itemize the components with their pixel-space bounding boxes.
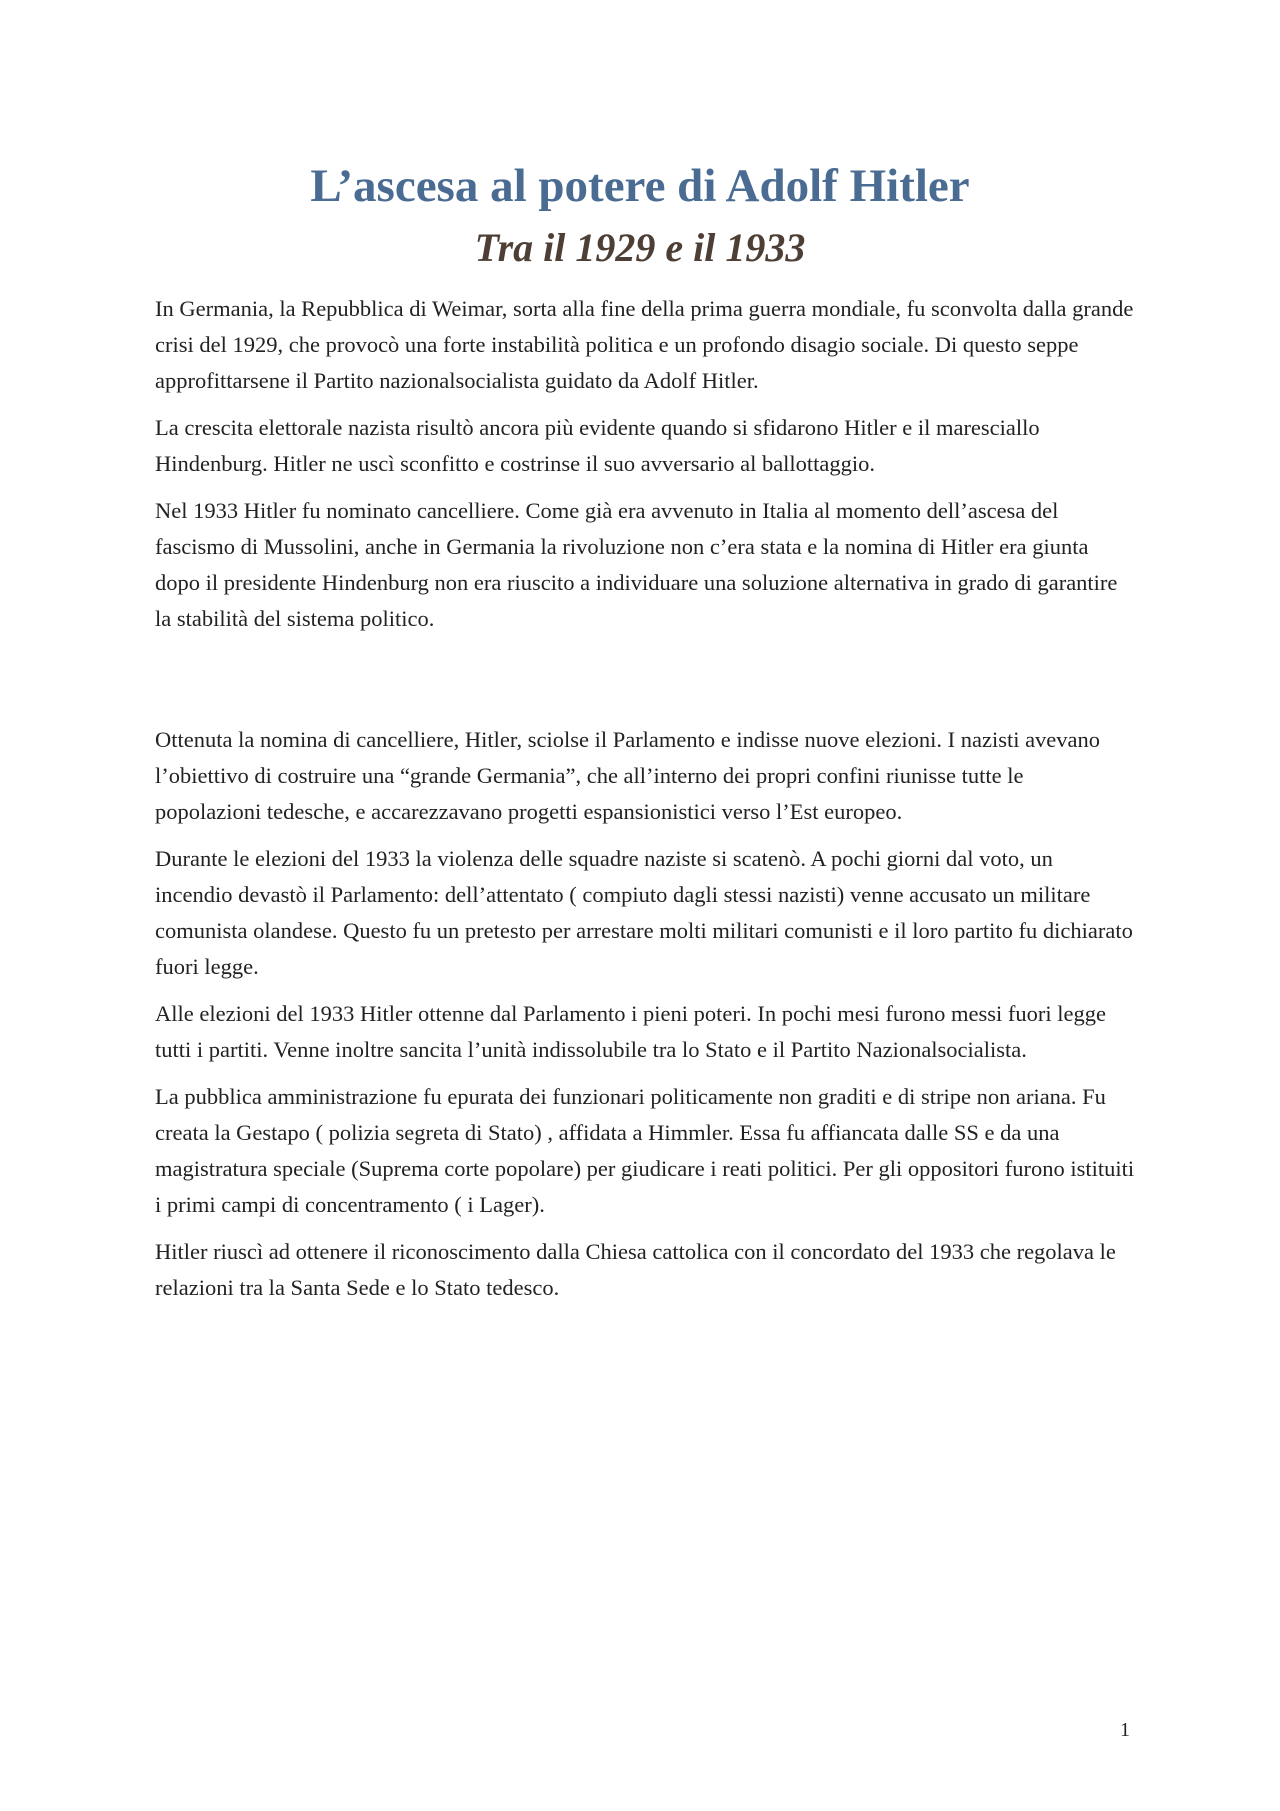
- document-subtitle: Tra il 1929 e il 1933: [474, 225, 806, 270]
- paragraph: Ottenuta la nomina di cancelliere, Hitler, sciolse il Parlamento e indisse nuove elezioni. I nazisti avevano l’obiettivo di costruire una “grande Germania”, che all’interno dei propri confini riunisse tutte le popolazioni tedesche, e accarezzavano progetti espansionistici verso l’Est europeo.: [155, 727, 1101, 824]
- document-title: L’ascesa al potere di Adolf Hitler: [310, 160, 970, 212]
- body-section-2: [155, 722, 1135, 1317]
- page-number: 1: [1120, 1719, 1130, 1741]
- paragraph: Alle elezioni del 1933 Hitler ottenne dal Parlamento i pieni poteri. In pochi mesi furono messi fuori legge tutti i partiti. Venne inoltre sancita l’unità indissolubile tra lo Stato e il Partito Nazionalsocialista.: [155, 1001, 1106, 1062]
- paragraph: Hitler riuscì ad ottenere il riconoscimento dalla Chiesa cattolica con il concordato del 1933 che regolava le relazioni tra la Santa Sede e lo Stato tedesco.: [155, 1239, 1116, 1300]
- body-section-1: [155, 291, 1135, 648]
- paragraph: Nel 1933 Hitler fu nominato cancelliere. Come già era avvenuto in Italia al momento dell’ascesa del fascismo di Mussolini, anche in Germania la rivoluzione non c’era stata e la nomina di Hitler era giunta dopo il presidente Hindenburg non era riuscito a individuare una soluzione alternativa in grado di garantire la stabilità del sistema politico.: [155, 498, 1118, 631]
- paragraph: La pubblica amministrazione fu epurata dei funzionari politicamente non graditi e di stripe non ariana. Fu creata la Gestapo ( polizia segreta di Stato) , affidata a Himmler. Essa fu affiancata dalle SS e da una magistratura speciale (Suprema corte popolare) per giudicare i reati politici. Per gli oppositori furono istituiti i primi campi di concentramento ( i Lager).: [155, 1084, 1135, 1217]
- paragraph: Durante le elezioni del 1933 la violenza delle squadre naziste si scatenò. A pochi giorni dal voto, un incendio devastò il Parlamento: dell’attentato ( compiuto dagli stessi nazisti) venne accusato un militare comunista olandese. Questo fu un pretesto per arrestare molti militari comunisti e il loro partito fu dichiarato fuori legge.: [155, 846, 1133, 979]
- paragraph: La crescita elettorale nazista risultò ancora più evidente quando si sfidarono Hitler e il maresciallo Hindenburg. Hitler ne uscì sconfitto e costrinse il suo avversario al ballottaggio.: [155, 415, 1040, 476]
- paragraph: In Germania, la Repubblica di Weimar, sorta alla fine della prima guerra mondiale, fu sconvolta dalla grande crisi del 1929, che provocò una forte instabilità politica e un profondo disagio sociale. Di questo seppe approfittarsene il Partito nazionalsocialista guidato da Adolf Hitler.: [155, 296, 1134, 393]
